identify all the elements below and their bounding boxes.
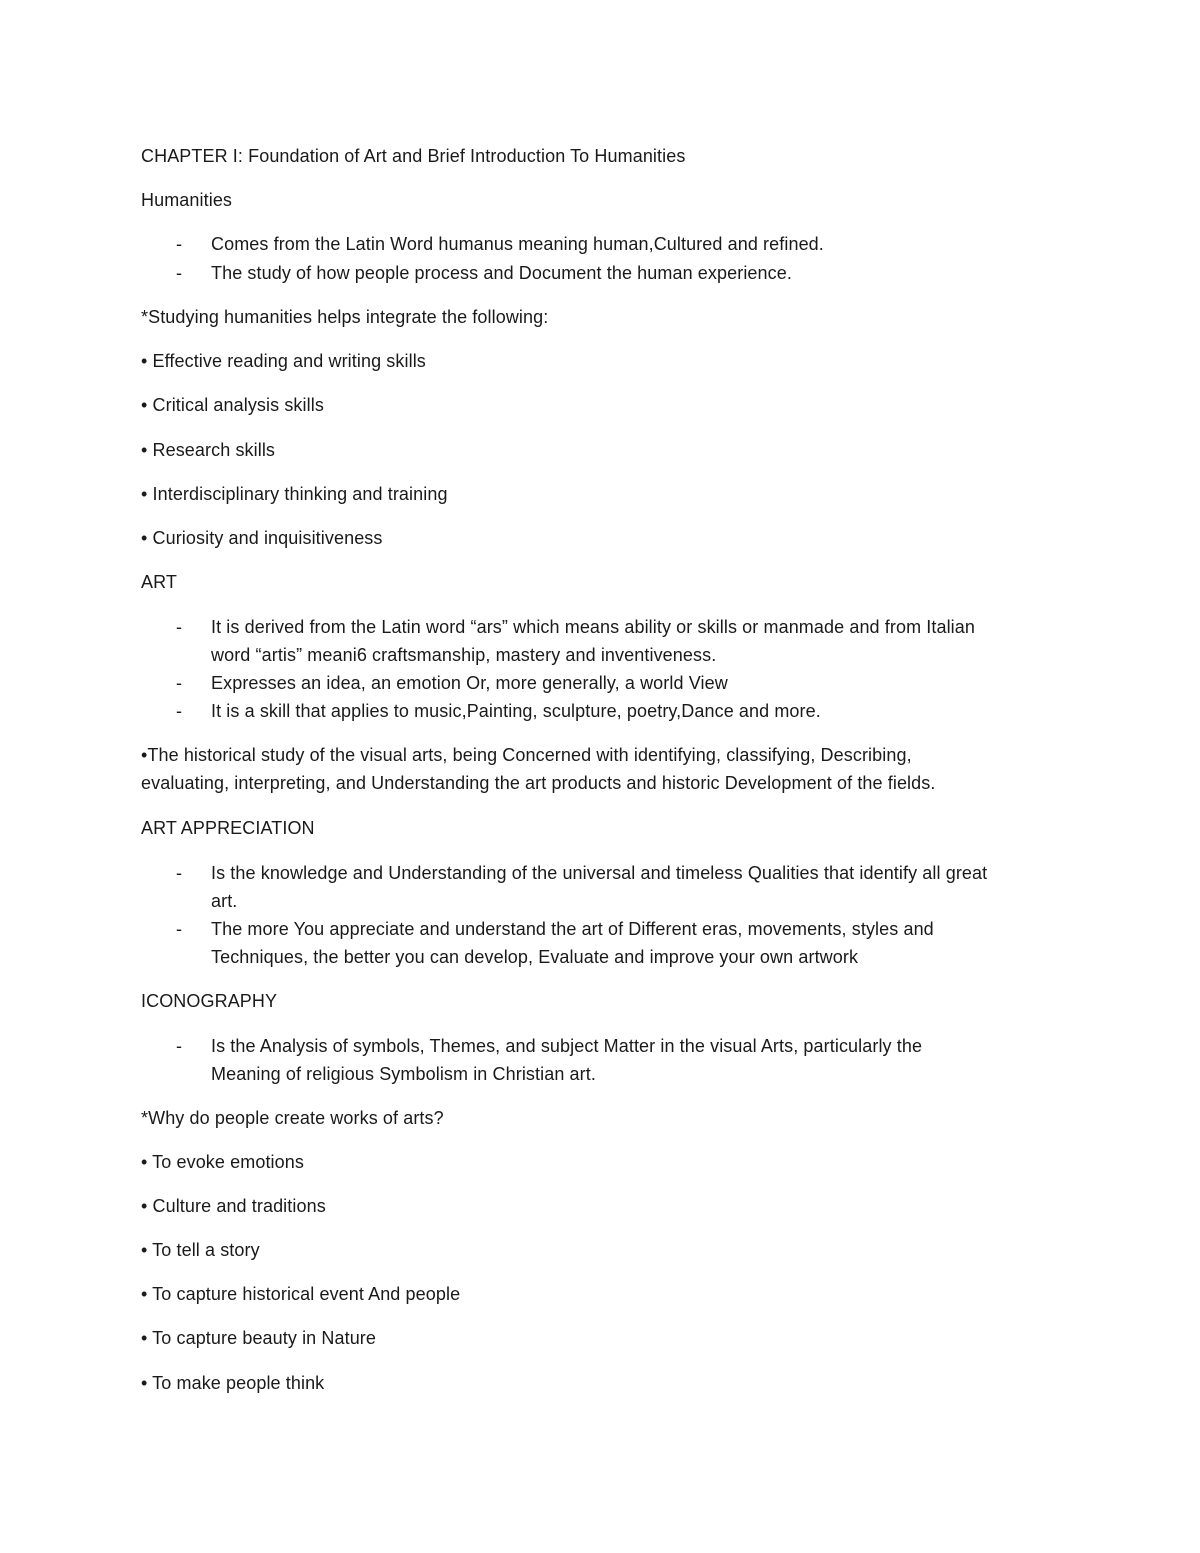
dash-marker: - (176, 919, 183, 939)
appreciation-point-2-line-1: The more You appreciate and understand the art of Different eras, movements, styles and (211, 919, 934, 939)
dash-marker: - (176, 863, 183, 883)
art-note-line-2: evaluating, interpreting, and Understanding the art products and historic Development of the fields. (141, 773, 936, 793)
art-point-1-line-1: It is derived from the Latin word “ars” which means ability or skills or manmade and from Italian (211, 617, 975, 637)
dash-marker: - (176, 1036, 183, 1056)
humanities-bullet-4: • Interdisciplinary thinking and training (141, 484, 448, 504)
art-point-3: It is a skill that applies to music,Painting, sculpture, poetry,Dance and more. (211, 701, 821, 721)
art-note-line-1: •The historical study of the visual arts, being Concerned with identifying, classifying, Describing, (141, 745, 912, 765)
humanities-bullet-1: • Effective reading and writing skills (141, 351, 426, 371)
art-point-1-line-2: word “artis” meani6 craftsmanship, mastery and inventiveness. (211, 645, 717, 665)
chapter-title: CHAPTER I: Foundation of Art and Brief Introduction To Humanities (141, 146, 686, 166)
appreciation-heading: ART APPRECIATION (141, 818, 315, 838)
art-point-2: Expresses an idea, an emotion Or, more generally, a world View (211, 673, 728, 693)
why-intro: *Why do people create works of arts? (141, 1108, 444, 1128)
why-bullet-2: • Culture and traditions (141, 1196, 326, 1216)
humanities-point-2: The study of how people process and Document the human experience. (211, 263, 792, 283)
why-bullet-3: • To tell a story (141, 1240, 260, 1260)
humanities-bullet-2: • Critical analysis skills (141, 395, 324, 415)
dash-marker: - (176, 234, 183, 254)
iconography-point-1-line-2: Meaning of religious Symbolism in Christian art. (211, 1064, 596, 1084)
iconography-heading: ICONOGRAPHY (141, 991, 278, 1011)
iconography-point-1-line-1: Is the Analysis of symbols, Themes, and subject Matter in the visual Arts, particularly the (211, 1036, 923, 1056)
why-bullet-1: • To evoke emotions (141, 1152, 304, 1172)
humanities-heading: Humanities (141, 190, 233, 210)
dash-marker: - (176, 701, 183, 721)
humanities-bullet-3: • Research skills (141, 440, 276, 460)
humanities-intro: *Studying humanities helps integrate the following: (141, 307, 549, 327)
why-bullet-5: • To capture beauty in Nature (141, 1328, 377, 1348)
humanities-point-1: Comes from the Latin Word humanus meaning human,Cultured and refined. (211, 234, 824, 254)
appreciation-point-2-line-2: Techniques, the better you can develop, Evaluate and improve your own artwork (211, 947, 859, 967)
why-bullet-6: • To make people think (141, 1373, 325, 1393)
appreciation-point-1-line-1: Is the knowledge and Understanding of the universal and timeless Qualities that identify all great (211, 863, 988, 883)
dash-marker: - (176, 617, 183, 637)
why-bullet-4: • To capture historical event And people (141, 1284, 461, 1304)
art-heading: ART (141, 572, 177, 592)
humanities-bullet-5: • Curiosity and inquisitiveness (141, 528, 383, 548)
appreciation-point-1-line-2: art. (211, 891, 238, 911)
dash-marker: - (176, 263, 183, 283)
dash-marker: - (176, 673, 183, 693)
